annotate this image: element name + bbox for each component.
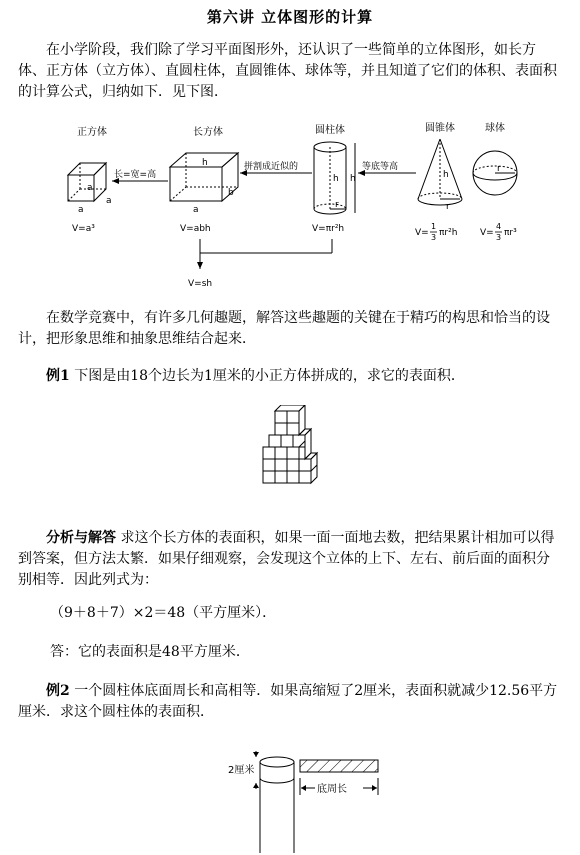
cone-formula-suffix: πr²h <box>439 228 458 238</box>
cylinder-h-label: h <box>333 174 339 184</box>
arrow-cube-label: 长=宽=高 <box>114 170 157 180</box>
example2-text: 一个圆柱体底面周长和高相等．如果高缩短了2厘米，表面积就减少12.56平方厘米．求这个圆柱体的表面积． <box>18 683 558 720</box>
sphere-name: 球体 <box>485 123 505 134</box>
example2 <box>18 681 563 723</box>
cuboid-formula: V=abh <box>180 224 211 234</box>
sphere-r-label: r <box>497 164 501 174</box>
fig2-base-label: 底周长 <box>317 784 347 795</box>
cylinder-h-label-2: h <box>350 174 356 184</box>
sphere-fraction-den: 3 <box>496 233 502 242</box>
cylinder-r-label: r <box>335 200 339 210</box>
arrow-cone-label: 等底等高 <box>362 162 399 172</box>
cone-fraction-den: 3 <box>431 233 437 242</box>
analysis-label: 分析与解答 <box>46 530 116 546</box>
sphere-fraction-num: 4 <box>496 222 502 231</box>
sphere-formula-prefix: V= <box>480 228 494 238</box>
cylinder-name: 圆柱体 <box>315 125 345 136</box>
intro-paragraph: 在小学阶段，我们除了学习平面图形外，还认识了一些简单的立体图形，如长方体、正方体（立方体）、直圆柱体，直圆锥体、球体等，并且知道了它们的体积、表面积的计算公式，归纳如下．见下图． <box>18 42 557 100</box>
formula-line: （9＋8＋7）×2＝48（平方厘米）． <box>50 605 277 621</box>
cube-name: 正方体 <box>77 127 107 138</box>
cuboid-b-label: b <box>228 188 234 198</box>
cone-name: 圆锥体 <box>425 123 455 134</box>
arrow-cuboid-label: 拼割成近似的 <box>244 162 299 172</box>
cone-figure <box>418 139 462 205</box>
cone-formula-prefix: V= <box>415 228 429 238</box>
solid-formulas-diagram <box>50 115 570 300</box>
sphere-formula-suffix: πr³ <box>504 228 517 238</box>
sphere-figure <box>473 151 517 195</box>
example1 <box>18 366 563 387</box>
page-title: 第六讲 立体图形的计算 <box>206 8 374 26</box>
paragraph-2: 在数学竞赛中，有许多几何趣题，解答这些趣题的关键在于精巧的构思和恰当的设计，把形象思维和抽象思维结合起来． <box>18 310 550 347</box>
cylinder-formula: V=πr²h <box>312 224 345 234</box>
cuboid-a-label: a <box>193 205 199 215</box>
analysis-paragraph <box>18 528 563 591</box>
bottom-formula: V=sh <box>188 279 213 289</box>
cube-edge-label-2: a <box>78 205 84 215</box>
answer-line: 答：它的表面积是48平方厘米． <box>50 644 250 660</box>
stacked-cubes-figure <box>255 405 335 500</box>
example2-label: 例2 <box>46 683 70 699</box>
fig2-height-label: 2厘米 <box>228 765 255 776</box>
cube-edge-label-3: a <box>106 196 112 206</box>
cube-figure <box>68 163 106 201</box>
cylinder-cut-figure <box>220 745 390 855</box>
cone-r-label: r <box>446 202 450 212</box>
example1-text: 下图是由18个边长为1厘米的小正方体拼成的，求它的表面积． <box>69 368 465 384</box>
cuboid-h-label: h <box>202 158 208 168</box>
cone-h-label: h <box>443 170 449 180</box>
cone-fraction-num: 1 <box>431 222 437 231</box>
cube-formula: V=a³ <box>72 224 95 234</box>
example1-label: 例1 <box>46 368 70 384</box>
analysis-text: 求这个长方体的表面积，如果一面一面地去数，把结果累计相加可以得到答案，但方法太繁．如果仔细观察，会发现这个立体的上下、左右、前后面的面积分别相等．因此列式为： <box>18 530 555 588</box>
cuboid-name: 长方体 <box>193 127 223 138</box>
cube-edge-label-1: a <box>87 183 93 193</box>
